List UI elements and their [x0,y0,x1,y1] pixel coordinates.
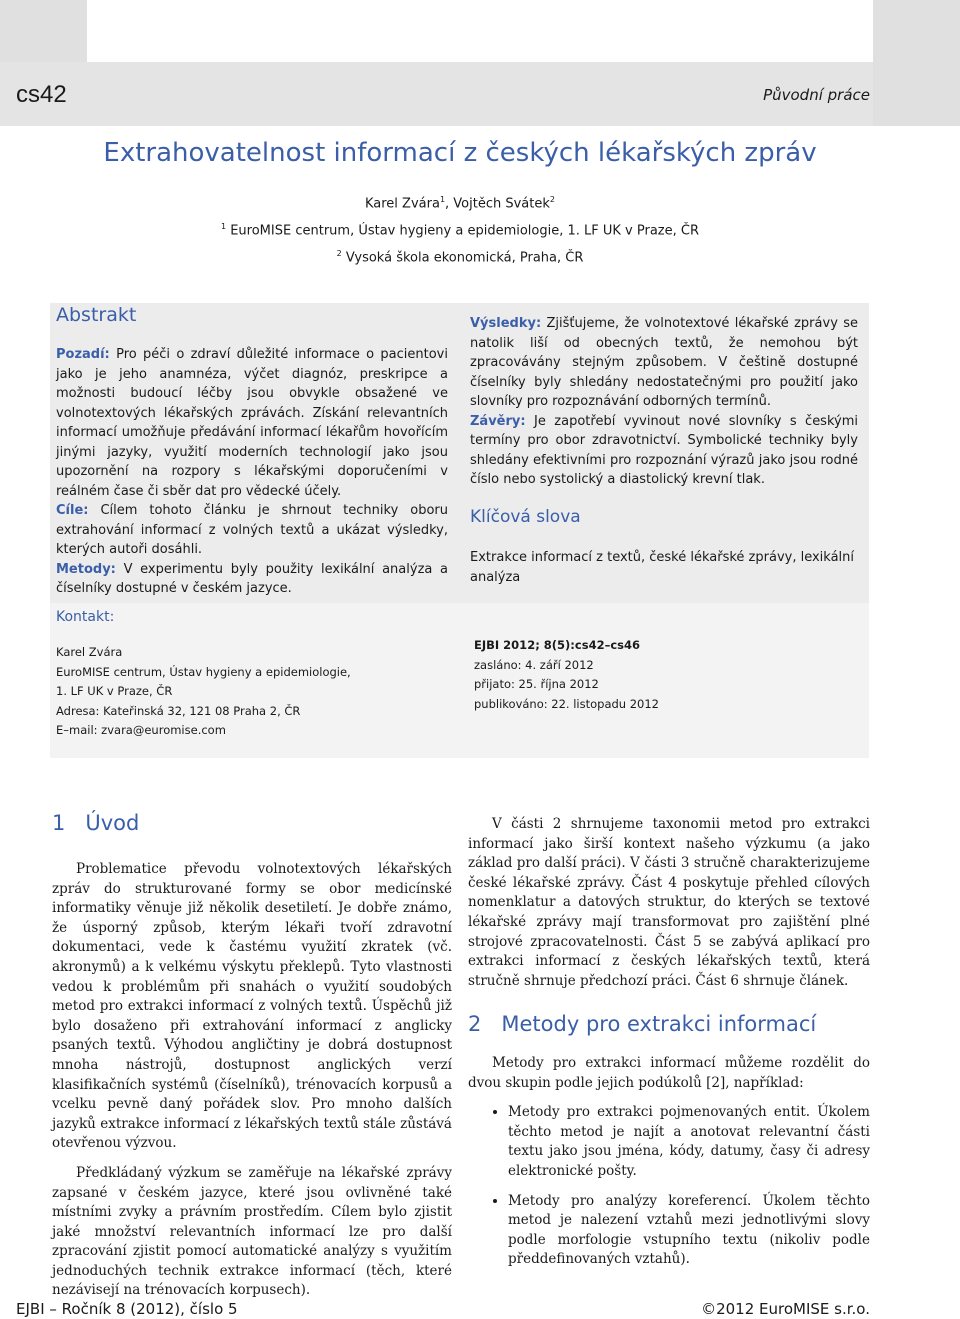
article-category: Původní práce [763,86,870,104]
section-2-heading: 2 Metody pro extrakci informací [468,1012,817,1036]
section-2-paragraph-1: Metody pro extrakci informací můžeme rozdělit do dvou skupin podle jejich podúkolů [2], například: [468,1055,870,1091]
goals-text: Cílem tohoto článku je shrnout techniky oboru extrahování informací z volných textů a ukázat výsledky, kterých autoři dosáhli. [56,503,448,557]
published-date: publikováno: 22. listopadu 2012 [474,696,659,711]
contact-details [56,643,351,741]
contact-org-1: EuroMISE centrum, Ústav hygieny a epidemiologie, [56,664,351,679]
section-1-left-column [52,860,452,1311]
author-1-sup: 1 [439,195,446,204]
article-title: Extrahovatelnost informací z českých lékařských zpráv [103,138,817,168]
journal-citation: EJBI 2012; 8(5):cs42–cs46 [474,638,640,652]
footer-journal: EJBI – Ročník 8 (2012), číslo 5 [16,1300,238,1318]
footer-copyright: ©2012 EuroMISE s.r.o. [701,1300,870,1318]
contact-org-2: 1. LF UK v Praze, ČR [56,684,173,698]
author-2: Vojtěch Svátek [453,196,550,212]
abstract-title: Abstrakt [56,304,137,326]
background-text: Pro péči o zdraví důležité informace o pacientovi jako je jeho anamnéza, výčet diagnóz, preskripce a možnosti budoucí léčby jsou obvykle obsažené ve volnotextových lékařských zprávách. Získání relevantních informací umožňuje předávání informací lékařům hovořícím jinými jazyky, využití moderních technologií jako jsou upozornění na rozpory s lékařskými doporučeními v reálném čase či sběr dat pro vědecké účely. [56,347,448,499]
methods-text: V experimentu byly použity lexikální analýza a číselníky dostupné v českém jazyce. [56,561,448,596]
bullet-item: • Metody pro extrakci pojmenovaných entit. Úkolem těchto metod je najít a anotovat relevantní části textu jako jsou jména, kódy, datumy, časy či adresy elektronické pošty. [508,1103,870,1181]
background-label: Pozadí: [56,347,110,362]
results-label: Výsledky: [470,316,542,331]
methods-label: Metody: [56,561,116,577]
keywords-title: Klíčová slova [470,507,581,527]
section-2-bullet-list [468,1103,870,1270]
accepted-date: přijato: 25. října 2012 [474,677,599,691]
section-1-paragraph-2: Předkládaný výzkum se zaměřuje na lékařské zprávy zapsané v českém jazyce, které jsou ovlivněné také místními zvyky a právním prostředím. Cílem bylo zjistit jaké množství relevantních informací lze pro další zpracování zjistit pomocí automatické analýzy s využitím jednoduchých technik extrakce informací (těch, které nezávisejí na trénovacích korpusech). [52,1164,452,1299]
author-separator: , [445,196,454,212]
abstract-left-column [56,345,448,599]
section-1-paragraph-3: V části 2 shrnujeme taxonomii metod pro extrakci informací jako širší kontext našeho výzkumu (a jako základ pro další práci). V části 3 stručně charakterizujeme české lékařské zprávy. Část 4 poskytuje přehled cílových nomenklatur a datových struktur, do kterých se textové lékařské zprávy mají transformovat pro zajištění plné strojové zpracovatelnosti. Část 5 se zabývá aplikací pro extrakci informací z českých lékařských textů, která stručně shrnuje předchozí práci. Část 6 shrnuje článek. [468,816,870,989]
publication-info [474,636,659,714]
conclusions-label: Závěry: [470,413,526,429]
conclusions-text: Je zapotřebí vyvinout nové slovníky s českými termíny pro obor zdravotnictví. Symbolické techniky byly shledány efektivními pro rozpoznání výrazů jako jsou rodné číslo nebo systolický a diastolický krevní tlak. [470,413,858,487]
section-1-heading: 1 Úvod [52,811,140,835]
author-1: Karel Zvára [364,196,440,212]
section-2-column [468,1054,870,1280]
affiliation-1-sup: 1 [220,222,227,231]
abstract-right-column [470,314,858,490]
contact-title: Kontakt: [56,609,115,625]
affiliation-2-text: Vysoká škola ekonomická, Praha, ČR [345,250,584,266]
header-band-right [873,0,960,126]
submitted-date: zasláno: 4. září 2012 [474,657,594,672]
affiliation-1 [0,222,920,238]
page-id: cs42 [16,81,67,108]
affiliation-2 [0,249,920,265]
author-2-sup: 2 [549,195,555,204]
section-1-paragraph-1: Problematice převodu volnotextových lékařských zpráv do strukturované formy se obor medicínské informatiky věnuje již několik desetiletí. Je dobře známo, že úsporný způsob, kterým lékaři tvoří zdravotní dokumentaci, vede k častému využití zkratek (vč. akronymů) a k velkému výskytu překlepů. Tyto vlastnosti vedou k problémům při snahách o využití soudobých metod pro extrakci informací z volných textů. Úspěchů již bylo dosaženo při extrahování informací z anglicky psaných textů. Výhodou angličtiny je dobrá dostupnost mnoha nástrojů, dostupnost anglických verzí klasifikačních systémů (číselníků), trénovacích korpusů a vcelku pevně daný pořádek slov. Pro mnoho dalších jazyků extrakce informací z lékařských textů stále zůstává otevřenou výzvou. [52,861,452,1152]
bullet-item: • Metody pro analýzy koreferencí. Úkolem těchto metod je nalezení vztahů mezi jednotlivými slovy podle morfologie vstupního textu (nikoliv podle předdefinovaných vztahů). [508,1192,870,1270]
authors [0,195,920,211]
contact-address: Adresa: Kateřinská 32, 121 08 Praha 2, ČR [56,703,301,718]
affiliation-2-sup: 2 [336,249,342,258]
contact-email: E–mail: zvara@euromise.com [56,723,226,737]
results-text: Zjišťujeme, že volnotextové lékařské zprávy se natolik liší od obecných textů, že nemohou být zpracovávány stejným způsobem. V češtině dostupné číselníky byly shledány nedostatečnými pro použití jako slovníky pro rozpoznávání odborných termínů. [470,316,858,409]
keywords-text: Extrakce informací z textů, české lékařské zprávy, lexikální analýza [470,550,855,585]
goals-label: Cíle: [56,503,89,518]
contact-name: Karel Zvára [56,645,123,659]
affiliation-1-text: EuroMISE centrum, Ústav hygieny a epidemiologie, 1. LF UK v Praze, ČR [230,223,699,239]
section-1-right-column [468,815,870,1001]
